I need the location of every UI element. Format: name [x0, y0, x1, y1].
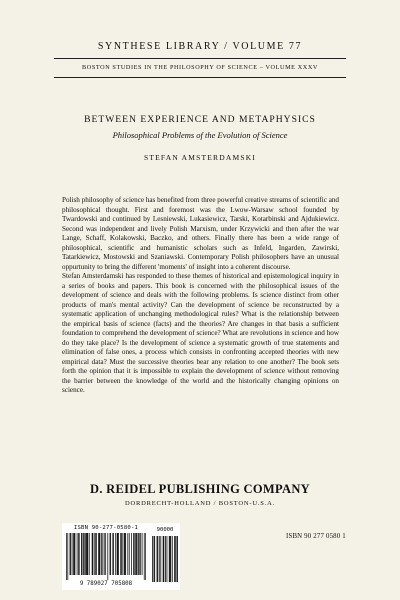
barcode-bar: [140, 533, 141, 575]
barcode: [62, 523, 150, 590]
barcode-bar: [124, 533, 125, 575]
isbn-label: ISBN 90 277 0580 1: [286, 533, 346, 540]
barcode-bar: [100, 533, 101, 575]
subseries-title: BOSTON STUDIES IN THE PHILOSOPHY OF SCIENCE – VOLUME XXXV: [82, 64, 318, 71]
barcode-bar: [101, 533, 102, 575]
barcode-bar: [113, 533, 114, 575]
barcode-bar: [145, 533, 146, 580]
barcode-addon-bar: [175, 536, 176, 582]
barcode-bar: [120, 533, 121, 575]
barcode-bar: [135, 533, 136, 575]
barcode-bar: [95, 533, 96, 575]
barcode-bar: [110, 533, 111, 575]
barcode-bar: [112, 533, 113, 575]
barcode-bar: [92, 533, 93, 575]
barcode-bar: [125, 533, 126, 575]
barcode-bar: [144, 533, 145, 580]
barcode-bar: [127, 533, 128, 575]
barcode-addon-bar: [154, 536, 155, 582]
barcode-bar: [92, 533, 93, 575]
book-title: BETWEEN EXPERIENCE AND METAPHYSICS: [84, 114, 316, 125]
barcode-addon-bar: [169, 536, 170, 582]
barcode-bar: [134, 533, 135, 575]
barcode-bar: [85, 533, 86, 575]
barcode-addon-bar: [174, 536, 175, 582]
barcode-bar: [77, 533, 78, 575]
barcode-bar: [125, 533, 126, 575]
blurb-paragraph: Polish philosophy of science has benefited from three powerful creative streams of scientific and philosophical thought. First and foremost was the Lwow-Warsaw school founded by Twardowski and continued by Lesniewski, Lukasiewicz, Tarski, Kotarbinski and Ajdukiewicz. Second was independent and lively Polish Marxism, under Krzywicki and then after the war Lange, Schaff, Kolakowski, Baczko, and others. Finally there has been a wide range of philosophical, scientific and humanistic scholars such as Infeld, Ingarden, Zawirski, Tatarkiewicz, Mostowski and Szaniawski. Contemporary Polish philosophers have an unusual oppurtunity to bring the different 'moments' of insight into a coherent discourse.: [62, 196, 339, 271]
publisher-location: DORDRECHT-HOLLAND / BOSTON-U.S.A.: [124, 500, 276, 507]
barcode-bar: [78, 533, 79, 575]
barcode-bar: [74, 533, 75, 575]
barcode-bar: [102, 533, 103, 575]
barcode-bar: [104, 533, 105, 575]
blurb-text: [62, 196, 339, 396]
barcode-bar: [83, 533, 84, 575]
barcode-addon-bar: [177, 536, 178, 582]
barcode-bar: [98, 533, 99, 575]
barcode-bar: [122, 533, 123, 575]
barcode-bar: [117, 533, 118, 575]
barcode-bar: [70, 533, 71, 575]
barcode-addon-bar: [159, 536, 160, 582]
barcode-addon-bar: [152, 536, 153, 582]
barcode-bar: [115, 533, 116, 575]
blurb-paragraph: Stefan Amsterdamski has responded to these themes of historical and epistemological inquiry in a series of books and papers. This book is concerned with the philosophical issues of the development of science and deals with the following problems. Is science distinct from other products of man's mental activity? Can the development of science be reconstructed by a systematic application of unchanging methodological rules? What is the relationship between the empirical basis of science (facts) and the theories? Are changes in that basis a sufficient foundation to comprehend the development of science? What are revolutions in science and how do they take place? Is the development of science a systematic growth of true statements and elimination of false ones, a process which consists in confronting accepted theories with new empirical data? Must the successive theories bear any relation to one another? The book sets forth the opinion that it is impossible to explain the development of science without removing the barrier between the knowledge of the world and the historically changing opinions on science.: [62, 272, 339, 394]
barcode-bar: [133, 533, 134, 575]
barcode-bar: [75, 533, 76, 575]
barcode-bars: [66, 533, 146, 580]
barcode-addon-bar: [167, 536, 168, 582]
barcode-bar: [107, 533, 108, 580]
author-name: STEFAN AMSTERDAMSKI: [143, 153, 257, 162]
barcode-bar: [139, 533, 140, 575]
barcode-bar: [105, 533, 106, 575]
barcode-addon-bars: [152, 536, 178, 584]
header-rule-bottom: [54, 77, 346, 78]
barcode-bar: [118, 533, 119, 575]
barcode-bar: [87, 533, 88, 575]
barcode-bar: [137, 533, 138, 575]
barcode-bar: [117, 533, 118, 575]
barcode-bar: [86, 533, 87, 575]
barcode-addon-bar: [160, 536, 161, 582]
barcode-addon-bar: [176, 536, 177, 582]
barcode-bar: [70, 533, 71, 575]
barcode-addon-bar: [157, 536, 158, 582]
barcode-bar: [121, 533, 122, 575]
barcode-addon-bar: [170, 536, 171, 582]
barcode-addon-bar: [154, 536, 155, 582]
barcode-addon-bar: [165, 536, 166, 582]
barcode-bar: [110, 533, 111, 575]
barcode-addon-bar: [172, 536, 173, 582]
barcode-bar: [82, 533, 83, 575]
barcode-addon-number: 90000: [156, 527, 174, 533]
barcode-bar: [136, 533, 137, 575]
barcode-bar: [129, 533, 130, 575]
barcode-bar: [87, 533, 88, 575]
barcode-bar: [138, 533, 139, 575]
barcode-addon: [150, 523, 180, 590]
barcode-bar: [89, 533, 90, 575]
barcode-bar: [131, 533, 132, 575]
barcode-addon-bar: [157, 536, 158, 582]
barcode-addon-bar: [170, 536, 171, 582]
barcode-bar: [81, 533, 82, 575]
barcode-number: 9 789027 705808: [79, 581, 133, 587]
barcode-isbn-label: ISBN 90-277-0580-1: [73, 525, 139, 531]
barcode-bar: [96, 533, 97, 575]
barcode-bar: [67, 533, 68, 580]
barcode-bar: [73, 533, 74, 575]
barcode-addon-bar: [163, 536, 164, 582]
barcode-bar: [99, 533, 100, 575]
publisher-name: D. REIDEL PUBLISHING COMPANY: [90, 482, 310, 496]
barcode-bar: [142, 533, 143, 575]
barcode-bar: [79, 533, 80, 575]
barcode-bar: [72, 533, 73, 575]
barcode-bar: [84, 533, 85, 575]
barcode-bar: [94, 533, 95, 575]
header-rule-top: [54, 58, 346, 59]
barcode-bar: [66, 533, 67, 580]
book-subtitle: Philosophical Problems of the Evolution of Science: [112, 130, 288, 140]
series-title: SYNTHESE LIBRARY / VOLUME 77: [97, 41, 303, 52]
barcode-addon-bar: [163, 536, 164, 582]
